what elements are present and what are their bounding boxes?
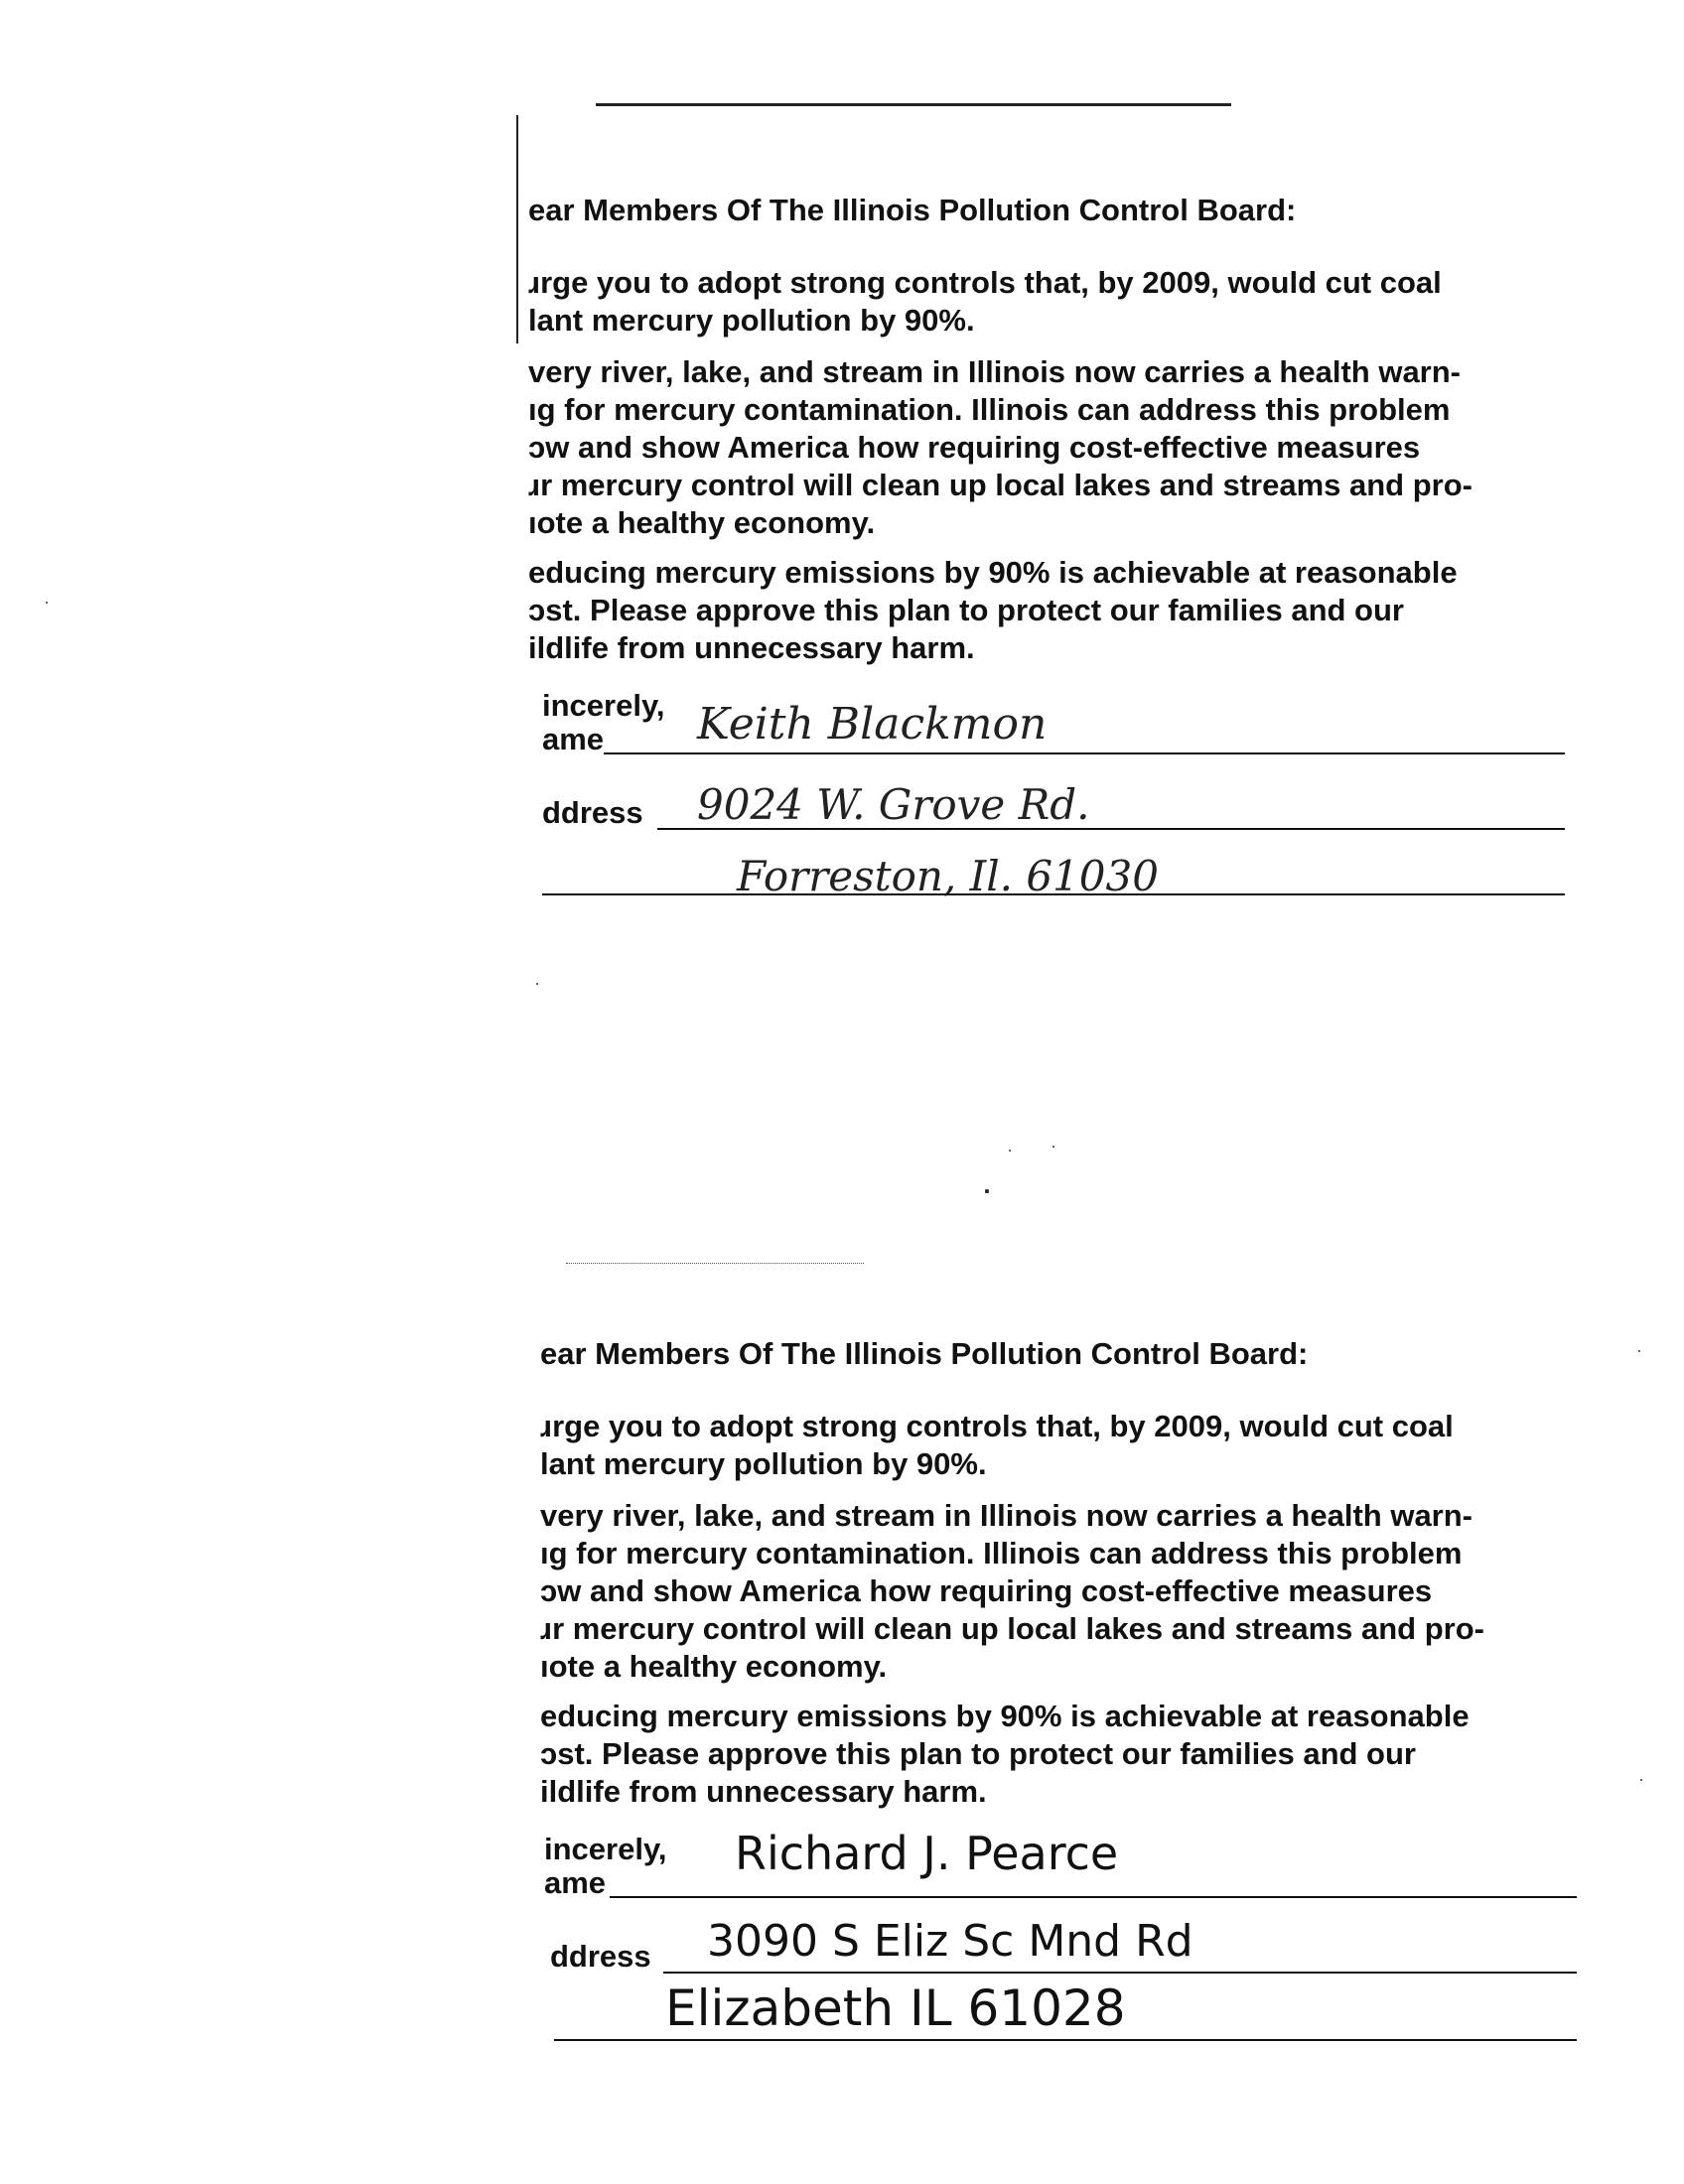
address-line-2: Forreston, Il. 61030 xyxy=(737,852,1159,900)
address-line-1: 9024 W. Grove Rd. xyxy=(697,780,1090,829)
text-line: ɹrge you to adopt strong controls that, by 2009, would cut coal xyxy=(540,1409,1454,1443)
name-underline xyxy=(604,752,1565,754)
speck xyxy=(1640,1779,1642,1781)
name-underline xyxy=(610,1896,1577,1898)
text-line: ɔw and show America how requiring cost-effective measures xyxy=(540,1573,1433,1608)
address-label: ddress xyxy=(550,1939,651,1974)
text-line: ɔst. Please approve this plan to protect our families and our xyxy=(528,593,1404,627)
top-rule xyxy=(596,103,1231,106)
speck xyxy=(985,1189,989,1193)
address-underline-2 xyxy=(554,2039,1577,2041)
closing: incerely, xyxy=(542,688,665,723)
address-underline-1 xyxy=(663,1972,1577,1974)
address-underline-2 xyxy=(542,893,1565,895)
name-label: ame xyxy=(542,722,605,756)
left-margin-line xyxy=(516,115,518,343)
speck xyxy=(1009,1150,1011,1152)
text-line: lant mercury pollution by 90%. xyxy=(540,1446,987,1481)
text-line: ildlife from unnecessary harm. xyxy=(528,630,975,665)
paragraph-3 xyxy=(540,1698,1593,1811)
petition-letter-2 xyxy=(540,1336,1593,2051)
signature-block xyxy=(528,689,1581,907)
speck xyxy=(46,602,48,604)
paragraph-1 xyxy=(540,1408,1593,1483)
petition-letter-1 xyxy=(528,193,1581,907)
address-underline-1 xyxy=(657,828,1565,830)
signature-name: Keith Blackmon xyxy=(697,699,1048,750)
speck xyxy=(1052,1146,1054,1148)
text-line: very river, lake, and stream in Illinois now carries a health warn- xyxy=(540,1498,1474,1533)
text-line: ɹr mercury control will clean up local lakes and streams and pro- xyxy=(528,468,1473,502)
text-line: educing mercury emissions by 90% is achievable at reasonable xyxy=(528,555,1458,590)
speck xyxy=(536,983,538,985)
address-label: ddress xyxy=(542,795,643,830)
text-line: ɹrge you to adopt strong controls that, by 2009, would cut coal xyxy=(528,265,1442,300)
salutation: ear Members Of The Illinois Pollution Control Board: xyxy=(528,193,1297,227)
paragraph-3 xyxy=(528,554,1581,667)
paragraph-2 xyxy=(528,353,1581,542)
text-line: ildlife from unnecessary harm. xyxy=(540,1774,987,1809)
address-line-2: Elizabeth IL 61028 xyxy=(665,1979,1126,2037)
text-line: ıg for mercury contamination. Illinois can address this problem xyxy=(540,1536,1463,1570)
signature-name: Richard J. Pearce xyxy=(735,1827,1119,1880)
name-label: ame xyxy=(544,1865,607,1900)
text-line: educing mercury emissions by 90% is achievable at reasonable xyxy=(540,1699,1470,1733)
signature-block xyxy=(540,1827,1593,2051)
separator-dots xyxy=(566,1263,864,1264)
paragraph-1 xyxy=(528,264,1581,340)
text-line: ɹr mercury control will clean up local lakes and streams and pro- xyxy=(540,1611,1484,1646)
address-line-1: 3090 S Eliz Sc Mnd Rd xyxy=(707,1916,1193,1967)
text-line: lant mercury pollution by 90%. xyxy=(528,303,975,338)
closing: incerely, xyxy=(544,1832,667,1866)
text-line: ıg for mercury contamination. Illinois can address this problem xyxy=(528,392,1451,427)
text-line: ɔst. Please approve this plan to protect our families and our xyxy=(540,1736,1416,1771)
text-line: ɔw and show America how requiring cost-effective measures xyxy=(528,430,1421,465)
text-line: very river, lake, and stream in Illinois now carries a health warn- xyxy=(528,354,1462,389)
salutation: ear Members Of The Illinois Pollution Control Board: xyxy=(540,1336,1309,1371)
text-line: ıote a healthy economy. xyxy=(528,505,876,540)
text-line: ıote a healthy economy. xyxy=(540,1649,888,1684)
speck xyxy=(1638,1350,1640,1352)
paragraph-2 xyxy=(540,1497,1593,1686)
